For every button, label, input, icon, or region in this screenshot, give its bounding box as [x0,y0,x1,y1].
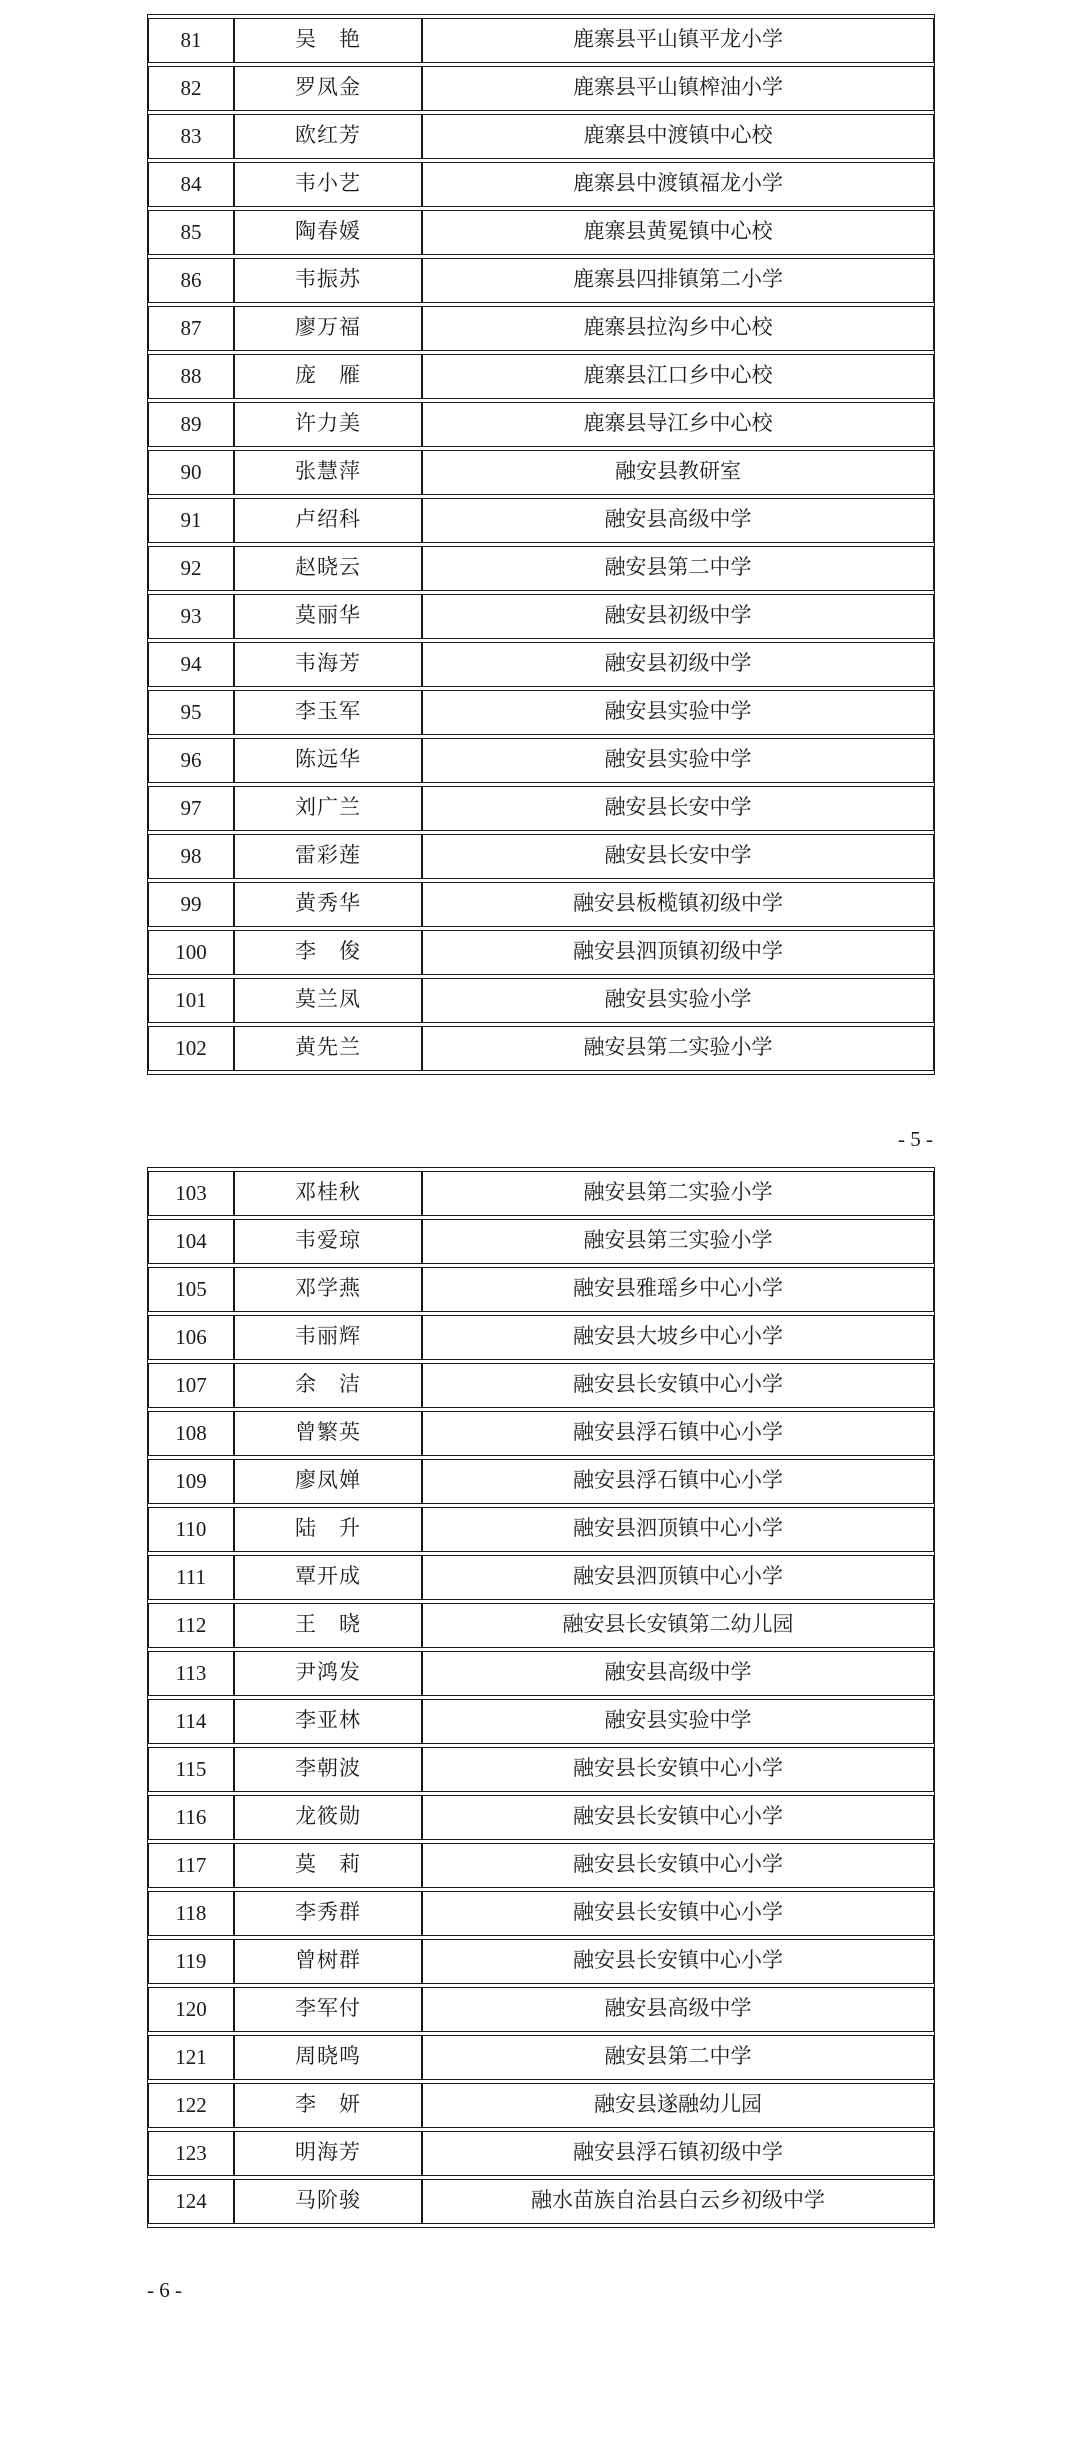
teacher-name-cell: 廖万福 [234,306,422,351]
table-row [148,402,934,447]
table-row [148,114,934,159]
teacher-name-cell: 李 俊 [234,930,422,975]
serial-number-cell: 124 [148,2179,234,2224]
teacher-name-cell: 韦海芳 [234,642,422,687]
school-name-cell: 融安县泗顶镇中心小学 [422,1555,934,1600]
school-name-cell: 融安县实验中学 [422,690,934,735]
table-row [148,1459,934,1504]
teacher-name-cell: 李 妍 [234,2083,422,2128]
serial-number-cell: 93 [148,594,234,639]
serial-number-cell: 96 [148,738,234,783]
serial-number-cell: 91 [148,498,234,543]
table-row [148,1699,934,1744]
school-name-cell: 鹿寨县导江乡中心校 [422,402,934,447]
table-row [148,642,934,687]
table-row [148,1171,934,1216]
teacher-name-cell: 卢绍科 [234,498,422,543]
table-row [148,1363,934,1408]
table-row [148,66,934,111]
table-row [148,258,934,303]
serial-number-cell: 116 [148,1795,234,1840]
table-row [148,1267,934,1312]
serial-number-cell: 100 [148,930,234,975]
table-row [148,882,934,927]
table-row [148,1891,934,1936]
school-name-cell: 鹿寨县中渡镇福龙小学 [422,162,934,207]
teacher-name-cell: 李亚林 [234,1699,422,1744]
serial-number-cell: 85 [148,210,234,255]
teacher-name-cell: 莫兰凤 [234,978,422,1023]
table-row [148,1939,934,1984]
school-name-cell: 融安县初级中学 [422,594,934,639]
serial-number-cell: 113 [148,1651,234,1696]
table-row [148,498,934,543]
table-row [148,738,934,783]
table-row [148,210,934,255]
table-row [148,690,934,735]
teacher-name-cell: 覃开成 [234,1555,422,1600]
school-name-cell: 融安县第二实验小学 [422,1026,934,1071]
table-row [148,450,934,495]
table-row [148,1843,934,1888]
table-row [148,306,934,351]
school-name-cell: 融安县板榄镇初级中学 [422,882,934,927]
roster-table-page-6 [147,1167,935,2228]
table-row [148,1026,934,1071]
teacher-name-cell: 周晓鸣 [234,2035,422,2080]
table-row [148,2131,934,2176]
roster-table-body-page-6 [148,1171,934,2224]
teacher-name-cell: 吴 艳 [234,18,422,63]
teacher-name-cell: 曾树群 [234,1939,422,1984]
table-row [148,1651,934,1696]
school-name-cell: 融安县第三实验小学 [422,1219,934,1264]
serial-number-cell: 102 [148,1026,234,1071]
serial-number-cell: 92 [148,546,234,591]
teacher-name-cell: 邓学燕 [234,1267,422,1312]
serial-number-cell: 103 [148,1171,234,1216]
teacher-name-cell: 韦小艺 [234,162,422,207]
teacher-name-cell: 李军付 [234,1987,422,2032]
roster-table-body-page-5 [148,18,934,1071]
serial-number-cell: 95 [148,690,234,735]
school-name-cell: 融安县长安镇中心小学 [422,1939,934,1984]
school-name-cell: 鹿寨县四排镇第二小学 [422,258,934,303]
school-name-cell: 融安县第二中学 [422,2035,934,2080]
table-row [148,786,934,831]
teacher-name-cell: 罗凤金 [234,66,422,111]
teacher-name-cell: 黄秀华 [234,882,422,927]
school-name-cell: 融安县高级中学 [422,1651,934,1696]
table-row [148,1987,934,2032]
school-name-cell: 融安县长安镇中心小学 [422,1843,934,1888]
teacher-name-cell: 李秀群 [234,1891,422,1936]
serial-number-cell: 121 [148,2035,234,2080]
teacher-name-cell: 欧红芳 [234,114,422,159]
serial-number-cell: 108 [148,1411,234,1456]
school-name-cell: 融安县雅瑶乡中心小学 [422,1267,934,1312]
serial-number-cell: 114 [148,1699,234,1744]
serial-number-cell: 98 [148,834,234,879]
school-name-cell: 融安县初级中学 [422,642,934,687]
school-name-cell: 融安县泗顶镇中心小学 [422,1507,934,1552]
serial-number-cell: 120 [148,1987,234,2032]
school-name-cell: 鹿寨县黄冕镇中心校 [422,210,934,255]
school-name-cell: 鹿寨县江口乡中心校 [422,354,934,399]
teacher-name-cell: 陆 升 [234,1507,422,1552]
serial-number-cell: 112 [148,1603,234,1648]
serial-number-cell: 82 [148,66,234,111]
serial-number-cell: 123 [148,2131,234,2176]
serial-number-cell: 117 [148,1843,234,1888]
table-row [148,546,934,591]
school-name-cell: 融安县长安镇中心小学 [422,1747,934,1792]
teacher-name-cell: 张慧萍 [234,450,422,495]
teacher-name-cell: 莫丽华 [234,594,422,639]
table-row [148,18,934,63]
school-name-cell: 融安县实验中学 [422,738,934,783]
teacher-name-cell: 黄先兰 [234,1026,422,1071]
school-name-cell: 融安县长安镇中心小学 [422,1363,934,1408]
table-row [148,1747,934,1792]
serial-number-cell: 109 [148,1459,234,1504]
table-row [148,1795,934,1840]
school-name-cell: 融安县长安镇第二幼儿园 [422,1603,934,1648]
serial-number-cell: 81 [148,18,234,63]
school-name-cell: 鹿寨县拉沟乡中心校 [422,306,934,351]
page-break-spacer [0,1151,1080,1167]
school-name-cell: 融安县泗顶镇初级中学 [422,930,934,975]
school-name-cell: 融水苗族自治县白云乡初级中学 [422,2179,934,2224]
teacher-name-cell: 邓桂秋 [234,1171,422,1216]
school-name-cell: 融安县长安中学 [422,834,934,879]
school-name-cell: 融安县第二实验小学 [422,1171,934,1216]
school-name-cell: 融安县第二中学 [422,546,934,591]
serial-number-cell: 106 [148,1315,234,1360]
serial-number-cell: 122 [148,2083,234,2128]
school-name-cell: 鹿寨县中渡镇中心校 [422,114,934,159]
table-row [148,594,934,639]
school-name-cell: 融安县浮石镇中心小学 [422,1411,934,1456]
table-row [148,2035,934,2080]
school-name-cell: 融安县遂融幼儿园 [422,2083,934,2128]
serial-number-cell: 87 [148,306,234,351]
serial-number-cell: 97 [148,786,234,831]
serial-number-cell: 118 [148,1891,234,1936]
table-row [148,354,934,399]
teacher-name-cell: 曾繁英 [234,1411,422,1456]
teacher-name-cell: 庞 雁 [234,354,422,399]
table-row [148,1555,934,1600]
table-row [148,2179,934,2224]
table-row [148,1315,934,1360]
school-name-cell: 融安县大坡乡中心小学 [422,1315,934,1360]
serial-number-cell: 119 [148,1939,234,1984]
school-name-cell: 融安县浮石镇中心小学 [422,1459,934,1504]
table-row [148,930,934,975]
table-row [148,834,934,879]
table-row [148,978,934,1023]
table-row [148,1219,934,1264]
school-name-cell: 融安县长安镇中心小学 [422,1795,934,1840]
teacher-name-cell: 许力美 [234,402,422,447]
teacher-name-cell: 龙筱勋 [234,1795,422,1840]
teacher-name-cell: 韦爱琼 [234,1219,422,1264]
teacher-name-cell: 王 晓 [234,1603,422,1648]
teacher-name-cell: 马阶骏 [234,2179,422,2224]
teacher-name-cell: 尹鸿发 [234,1651,422,1696]
teacher-name-cell: 陶春媛 [234,210,422,255]
table-row [148,1603,934,1648]
school-name-cell: 融安县高级中学 [422,1987,934,2032]
serial-number-cell: 88 [148,354,234,399]
serial-number-cell: 110 [148,1507,234,1552]
school-name-cell: 鹿寨县平山镇榨油小学 [422,66,934,111]
page-number-6: - 6 - [147,2278,182,2302]
page-number-5: - 5 - [898,1127,933,1151]
serial-number-cell: 84 [148,162,234,207]
table-row [148,2083,934,2128]
serial-number-cell: 111 [148,1555,234,1600]
school-name-cell: 融安县实验中学 [422,1699,934,1744]
teacher-name-cell: 韦振苏 [234,258,422,303]
school-name-cell: 融安县浮石镇初级中学 [422,2131,934,2176]
serial-number-cell: 105 [148,1267,234,1312]
teacher-name-cell: 明海芳 [234,2131,422,2176]
serial-number-cell: 89 [148,402,234,447]
serial-number-cell: 99 [148,882,234,927]
teacher-name-cell: 赵晓云 [234,546,422,591]
school-name-cell: 融安县长安镇中心小学 [422,1891,934,1936]
serial-number-cell: 86 [148,258,234,303]
teacher-name-cell: 韦丽辉 [234,1315,422,1360]
teacher-name-cell: 莫 莉 [234,1843,422,1888]
serial-number-cell: 83 [148,114,234,159]
serial-number-cell: 94 [148,642,234,687]
teacher-name-cell: 陈远华 [234,738,422,783]
teacher-name-cell: 李玉军 [234,690,422,735]
school-name-cell: 融安县高级中学 [422,498,934,543]
school-name-cell: 融安县教研室 [422,450,934,495]
teacher-name-cell: 余 洁 [234,1363,422,1408]
serial-number-cell: 104 [148,1219,234,1264]
serial-number-cell: 101 [148,978,234,1023]
serial-number-cell: 90 [148,450,234,495]
teacher-name-cell: 雷彩莲 [234,834,422,879]
table-row [148,1507,934,1552]
roster-table-page-5 [147,14,935,1075]
school-name-cell: 融安县实验小学 [422,978,934,1023]
table-row [148,1411,934,1456]
school-name-cell: 融安县长安中学 [422,786,934,831]
table-row [148,162,934,207]
school-name-cell: 鹿寨县平山镇平龙小学 [422,18,934,63]
teacher-name-cell: 廖凤婵 [234,1459,422,1504]
teacher-name-cell: 刘广兰 [234,786,422,831]
serial-number-cell: 107 [148,1363,234,1408]
teacher-name-cell: 李朝波 [234,1747,422,1792]
serial-number-cell: 115 [148,1747,234,1792]
